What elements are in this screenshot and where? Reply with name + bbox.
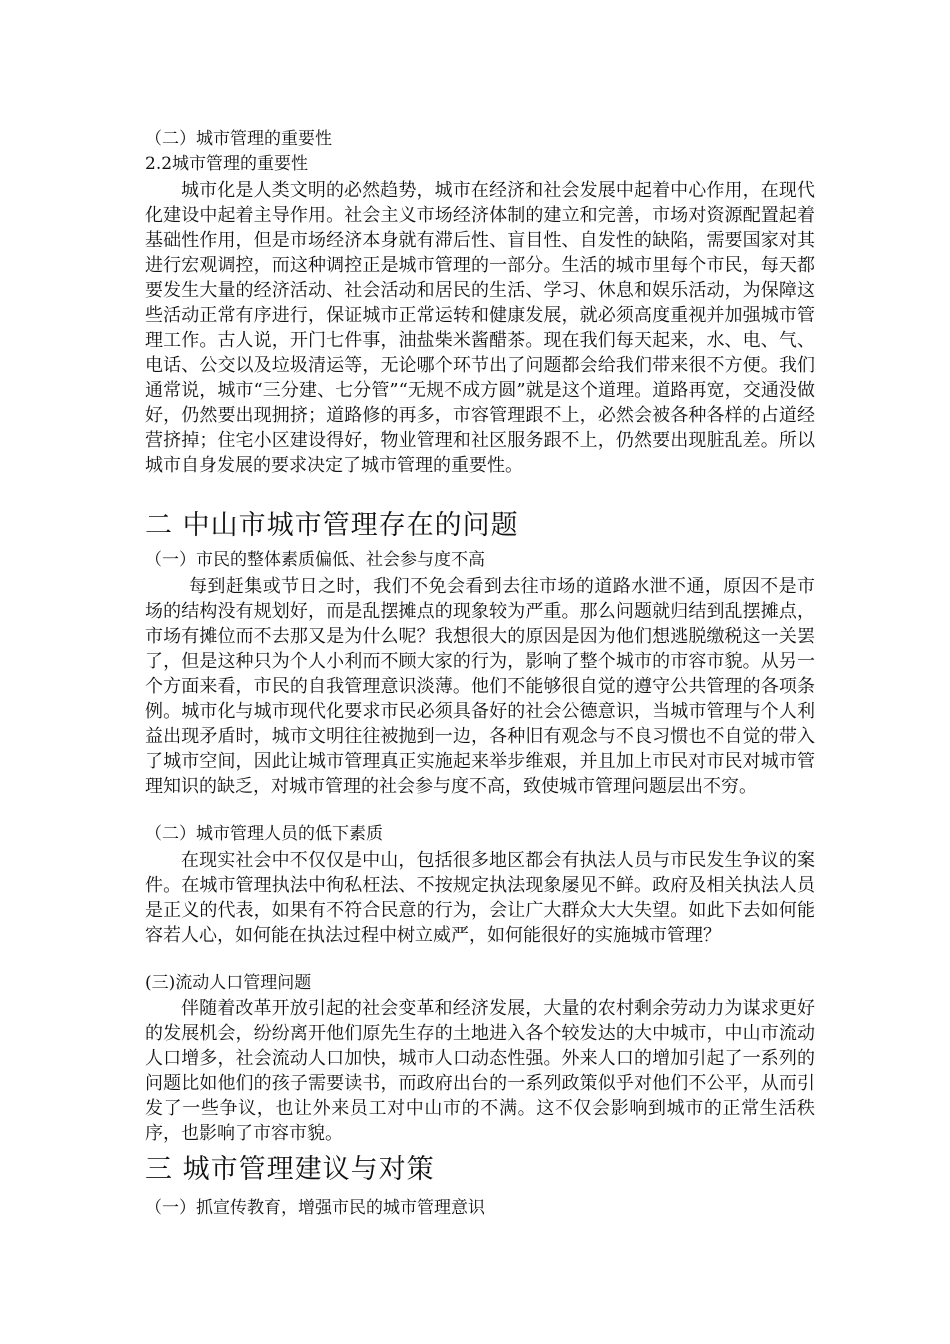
section-heading: 二 中山市城市管理存在的问题 bbox=[145, 510, 519, 541]
subsection-heading: （一）抓宣传教育，增强市民的城市管理意识 bbox=[145, 1198, 485, 1218]
subsection-heading: （一）市民的整体素质偏低、社会参与度不高 bbox=[145, 550, 485, 570]
paragraph: 在现实社会中不仅仅是中山，包括很多地区都会有执法人员与市民发生争议的案件。在城市管理执法中徇私枉法、不按规定执法现象屡见不鲜。政府及相关执法人员是正义的代表，如果有不符合民意的行为，会让广大群众大大失望。如此下去如何能容若人心，如何能在执法过程中树立威严，如何能很好的实施城市管理？ bbox=[145, 850, 815, 946]
paragraph: 伴随着改革开放引起的社会变革和经济发展，大量的农村剩余劳动力为谋求更好的发展机会，纷纷离开他们原先生存的土地进入各个较发达的大中城市，中山市流动人口增多，社会流动人口加快，城市人口动态性强。外来人口的增加引起了一系列的问题比如他们的孩子需要读书，而政府出台的一系列政策似乎对他们不公平，从而引发了一些争议，也让外来员工对中山市的不满。这不仅会影响到城市的正常生活秩序，也影响了市容市貌。 bbox=[145, 998, 815, 1144]
subsection-heading: 2.2城市管理的重要性 bbox=[145, 154, 309, 174]
paragraph: 城市化是人类文明的必然趋势，城市在经济和社会发展中起着中心作用，在现代化建设中起着主导作用。社会主义市场经济体制的建立和完善，市场对资源配置起着基础性作用，但是市场经济本身就有滞后性、盲目性、自发性的缺陷，需要国家对其进行宏观调控，而这种调控正是城市管理的一部分。生活的城市里每个市民，每天都要发生大量的经济活动、社会活动和居民的生活、学习、休息和娱乐活动，为保障这些活动正常有序进行，保证城市正常运转和健康发展，就必须高度重视并加强城市管理工作。古人说，开门七件事，油盐柴米酱醋茶。现在我们每天起来，水、电、气、电话、公交以及垃圾清运等，无论哪个环节出了问题都会给我们带来很不方便。我们通常说，城市“三分建、七分管”“无规不成方圆”就是这个道理。道路再宽，交通没做好，仍然要出现拥挤；道路修的再多，市容管理跟不上，必然会被各种各样的占道经营挤掉；住宅小区建设得好，物业管理和社区服务跟不上，仍然要出现脏乱差。所以城市自身发展的要求决定了城市管理的重要性。 bbox=[145, 180, 815, 476]
section-heading: 三 城市管理建议与对策 bbox=[145, 1154, 435, 1185]
subsection-heading: (三)流动人口管理问题 bbox=[145, 973, 312, 993]
subsection-heading: （二）城市管理的重要性 bbox=[145, 129, 332, 149]
subsection-heading: （二）城市管理人员的低下素质 bbox=[145, 824, 383, 844]
paragraph: 每到赶集或节日之时，我们不免会看到去往市场的道路水泄不通，原因不是市场的结构没有规划好，而是乱摆摊点的现象较为严重。那么问题就归结到乱摆摊点，市场有摊位而不去那又是为什么呢？我想很大的原因是因为他们想逃脱缴税这一关罢了，但是这种只为个人小利而不顾大家的行为，影响了整个城市的市容市貌。从另一个方面来看，市民的自我管理意识淡薄。他们不能够很自觉的遵守公共管理的各项条例。城市化与城市现代化要求市民必须具备好的社会公德意识，当城市管理与个人利益出现矛盾时，城市文明往往被抛到一边，各种旧有观念与不良习惯也不自觉的带入了城市空间，因此让城市管理真正实施起来举步维艰，并且加上市民对市民对城市管理知识的缺乏，对城市管理的社会参与度不高，致使城市管理问题层出不穷。 bbox=[145, 576, 815, 797]
